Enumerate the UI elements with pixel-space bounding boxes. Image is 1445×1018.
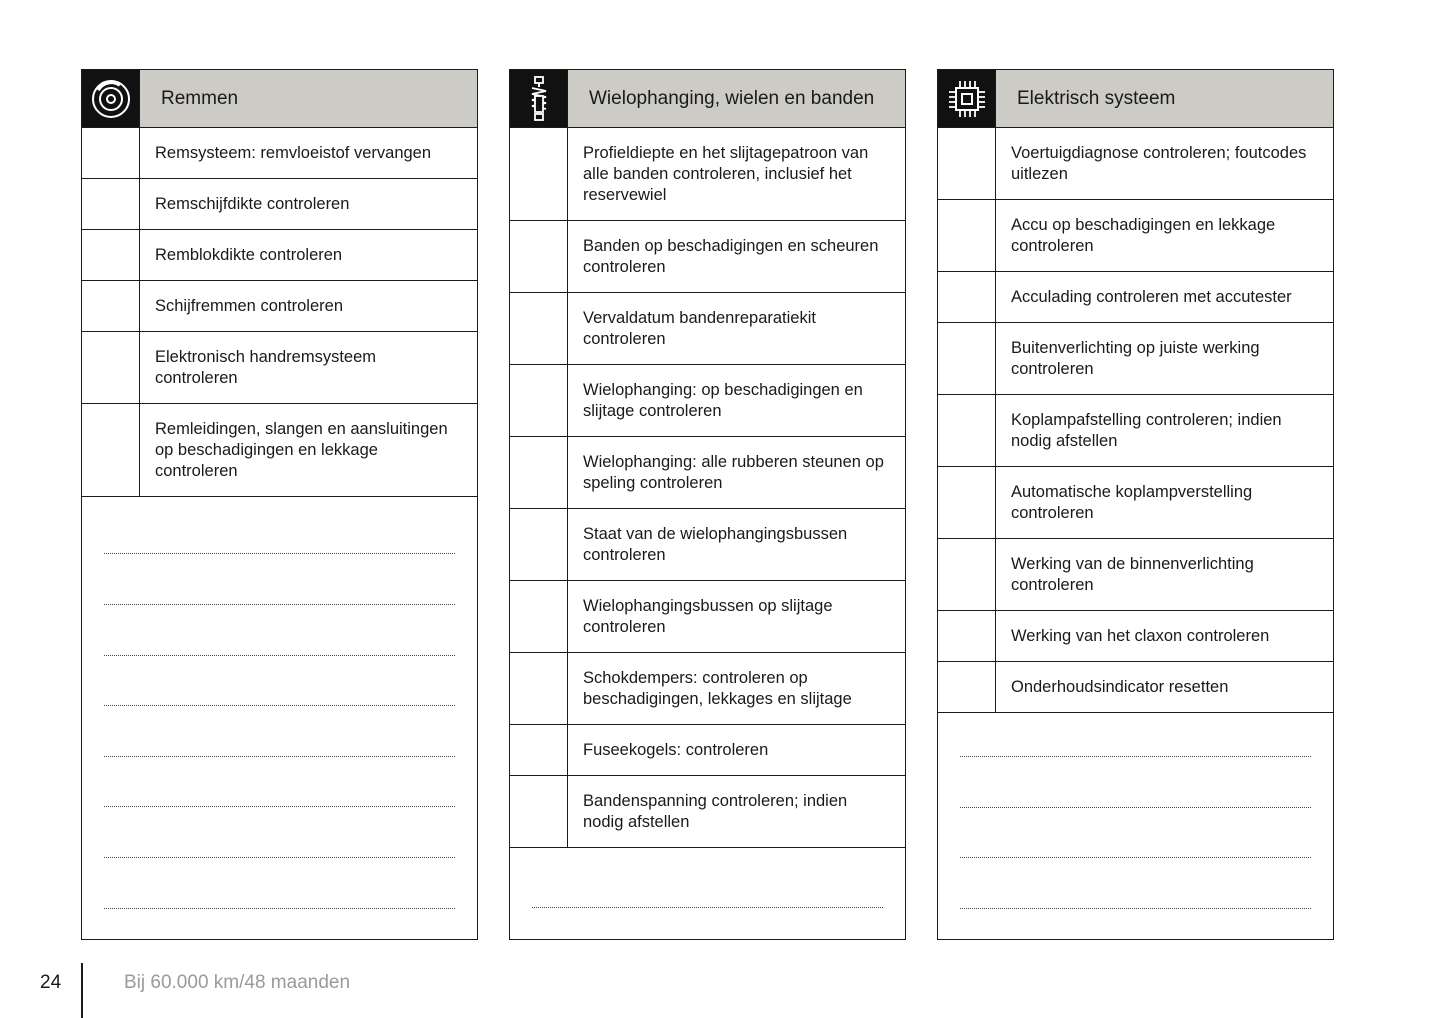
checkbox-cell[interactable] bbox=[938, 662, 996, 712]
note-line[interactable] bbox=[532, 907, 883, 908]
section-title: Wielophanging, wielen en banden bbox=[567, 70, 905, 127]
note-line[interactable] bbox=[104, 604, 455, 605]
checklist-row bbox=[938, 395, 1333, 467]
checkbox-cell[interactable] bbox=[510, 653, 568, 724]
checkbox-cell[interactable] bbox=[938, 200, 996, 271]
checkbox-cell[interactable] bbox=[510, 365, 568, 436]
checkbox-cell[interactable] bbox=[938, 323, 996, 394]
item-label: Acculading controleren met accutester bbox=[1011, 287, 1292, 306]
section-header bbox=[938, 70, 1333, 128]
checkbox-cell[interactable] bbox=[938, 395, 996, 466]
item-label: Automatische koplampverstelling controleren bbox=[1011, 482, 1253, 522]
checklist-row bbox=[510, 653, 905, 725]
checklist-row bbox=[82, 179, 477, 230]
checklist-row bbox=[510, 437, 905, 509]
section-wielophanging bbox=[509, 69, 906, 940]
shock-absorber-icon bbox=[510, 70, 567, 127]
checklist-row bbox=[510, 776, 905, 848]
note-line[interactable] bbox=[960, 857, 1311, 858]
item-label: Accu op beschadigingen en lekkage controleren bbox=[1011, 215, 1276, 255]
checklist-row bbox=[938, 611, 1333, 662]
note-line[interactable] bbox=[104, 655, 455, 656]
checkbox-cell[interactable] bbox=[510, 509, 568, 580]
checkbox-cell[interactable] bbox=[82, 230, 140, 280]
item-label: Onderhoudsindicator resetten bbox=[1011, 677, 1229, 696]
section-header bbox=[82, 70, 477, 128]
section-title: Elektrisch systeem bbox=[995, 70, 1333, 127]
checklist-row bbox=[938, 323, 1333, 395]
checkbox-cell[interactable] bbox=[82, 179, 140, 229]
item-label: Bandenspanning controleren; indien nodig afstellen bbox=[583, 791, 848, 831]
checkbox-cell[interactable] bbox=[938, 467, 996, 538]
checkbox-cell[interactable] bbox=[938, 611, 996, 661]
item-label: Werking van de binnenverlichting controleren bbox=[1011, 554, 1254, 594]
brake-disc-icon bbox=[82, 70, 139, 127]
item-label: Koplampafstelling controleren; indien nodig afstellen bbox=[1011, 410, 1282, 450]
note-line[interactable] bbox=[960, 908, 1311, 909]
checkbox-cell[interactable] bbox=[510, 293, 568, 364]
checklist-row bbox=[938, 467, 1333, 539]
footer-divider bbox=[81, 963, 83, 1018]
note-line[interactable] bbox=[960, 807, 1311, 808]
checkbox-cell[interactable] bbox=[938, 272, 996, 322]
section-header bbox=[510, 70, 905, 128]
item-label: Elektronisch handremsysteem controleren bbox=[155, 347, 377, 387]
checklist-row bbox=[938, 272, 1333, 323]
checklist-row bbox=[82, 404, 477, 497]
checkbox-cell[interactable] bbox=[510, 221, 568, 292]
checklist-row bbox=[510, 509, 905, 581]
notes-area[interactable] bbox=[510, 848, 905, 939]
note-line[interactable] bbox=[104, 806, 455, 807]
item-label: Remblokdikte controleren bbox=[155, 245, 343, 264]
checklist-row bbox=[510, 365, 905, 437]
note-line[interactable] bbox=[104, 756, 455, 757]
chip-icon bbox=[938, 70, 995, 127]
checklist-row bbox=[82, 230, 477, 281]
item-label: Schijfremmen controleren bbox=[155, 296, 343, 315]
item-label: Remsysteem: remvloeistof vervangen bbox=[155, 143, 432, 162]
section-title: Remmen bbox=[139, 70, 477, 127]
checkbox-cell[interactable] bbox=[82, 404, 140, 496]
checkbox-cell[interactable] bbox=[510, 581, 568, 652]
page-number: 24 bbox=[40, 972, 62, 993]
item-label: Remschijfdikte controleren bbox=[155, 194, 350, 213]
note-line[interactable] bbox=[104, 857, 455, 858]
checkbox-cell[interactable] bbox=[510, 776, 568, 847]
checklist-row bbox=[510, 128, 905, 221]
checklist-row bbox=[82, 332, 477, 404]
checkbox-cell[interactable] bbox=[510, 725, 568, 775]
item-label: Remleidingen, slangen en aansluitingen op beschadigingen en lekkage controleren bbox=[155, 419, 448, 480]
section-remmen bbox=[81, 69, 478, 940]
checkbox-cell[interactable] bbox=[82, 281, 140, 331]
checkbox-cell[interactable] bbox=[938, 539, 996, 610]
item-label: Staat van de wielophangingsbussen controleren bbox=[583, 524, 848, 564]
checklist-row bbox=[938, 662, 1333, 713]
item-label: Schokdempers: controleren op beschadigingen, lekkages en slijtage bbox=[583, 668, 852, 708]
checklist-row bbox=[510, 293, 905, 365]
note-line[interactable] bbox=[960, 756, 1311, 757]
item-label: Wielophangingsbussen op slijtage controleren bbox=[583, 596, 833, 636]
item-label: Banden op beschadigingen en scheuren controleren bbox=[583, 236, 879, 276]
checkbox-cell[interactable] bbox=[510, 128, 568, 220]
item-label: Wielophanging: op beschadigingen en slijtage controleren bbox=[583, 380, 863, 420]
checkbox-cell[interactable] bbox=[938, 128, 996, 199]
checklist-row bbox=[938, 200, 1333, 272]
service-interval: Bij 60.000 km/48 maanden bbox=[124, 972, 351, 993]
note-line[interactable] bbox=[104, 553, 455, 554]
item-label: Wielophanging: alle rubberen steunen op speling controleren bbox=[583, 452, 884, 492]
item-label: Fuseekogels: controleren bbox=[583, 740, 769, 759]
checklist-row bbox=[82, 128, 477, 179]
item-label: Werking van het claxon controleren bbox=[1011, 626, 1270, 645]
checkbox-cell[interactable] bbox=[510, 437, 568, 508]
item-label: Profieldiepte en het slijtagepatroon van alle banden controleren, inclusief het reservewiel bbox=[583, 143, 869, 204]
checklist-row bbox=[82, 281, 477, 332]
checklist-row bbox=[938, 128, 1333, 200]
checklist-row bbox=[510, 581, 905, 653]
note-line[interactable] bbox=[104, 705, 455, 706]
checklist-row bbox=[510, 725, 905, 776]
item-label: Buitenverlichting op juiste werking controleren bbox=[1011, 338, 1260, 378]
checklist-row bbox=[938, 539, 1333, 611]
checklist-row bbox=[510, 221, 905, 293]
item-label: Voertuigdiagnose controleren; foutcodes uitlezen bbox=[1011, 143, 1307, 183]
note-line[interactable] bbox=[104, 908, 455, 909]
section-elektrisch bbox=[937, 69, 1334, 940]
checkbox-cell[interactable] bbox=[82, 332, 140, 403]
notes-area[interactable] bbox=[938, 713, 1333, 939]
item-label: Vervaldatum bandenreparatiekit controleren bbox=[583, 308, 816, 348]
checkbox-cell[interactable] bbox=[82, 128, 140, 178]
notes-area[interactable] bbox=[82, 497, 477, 939]
